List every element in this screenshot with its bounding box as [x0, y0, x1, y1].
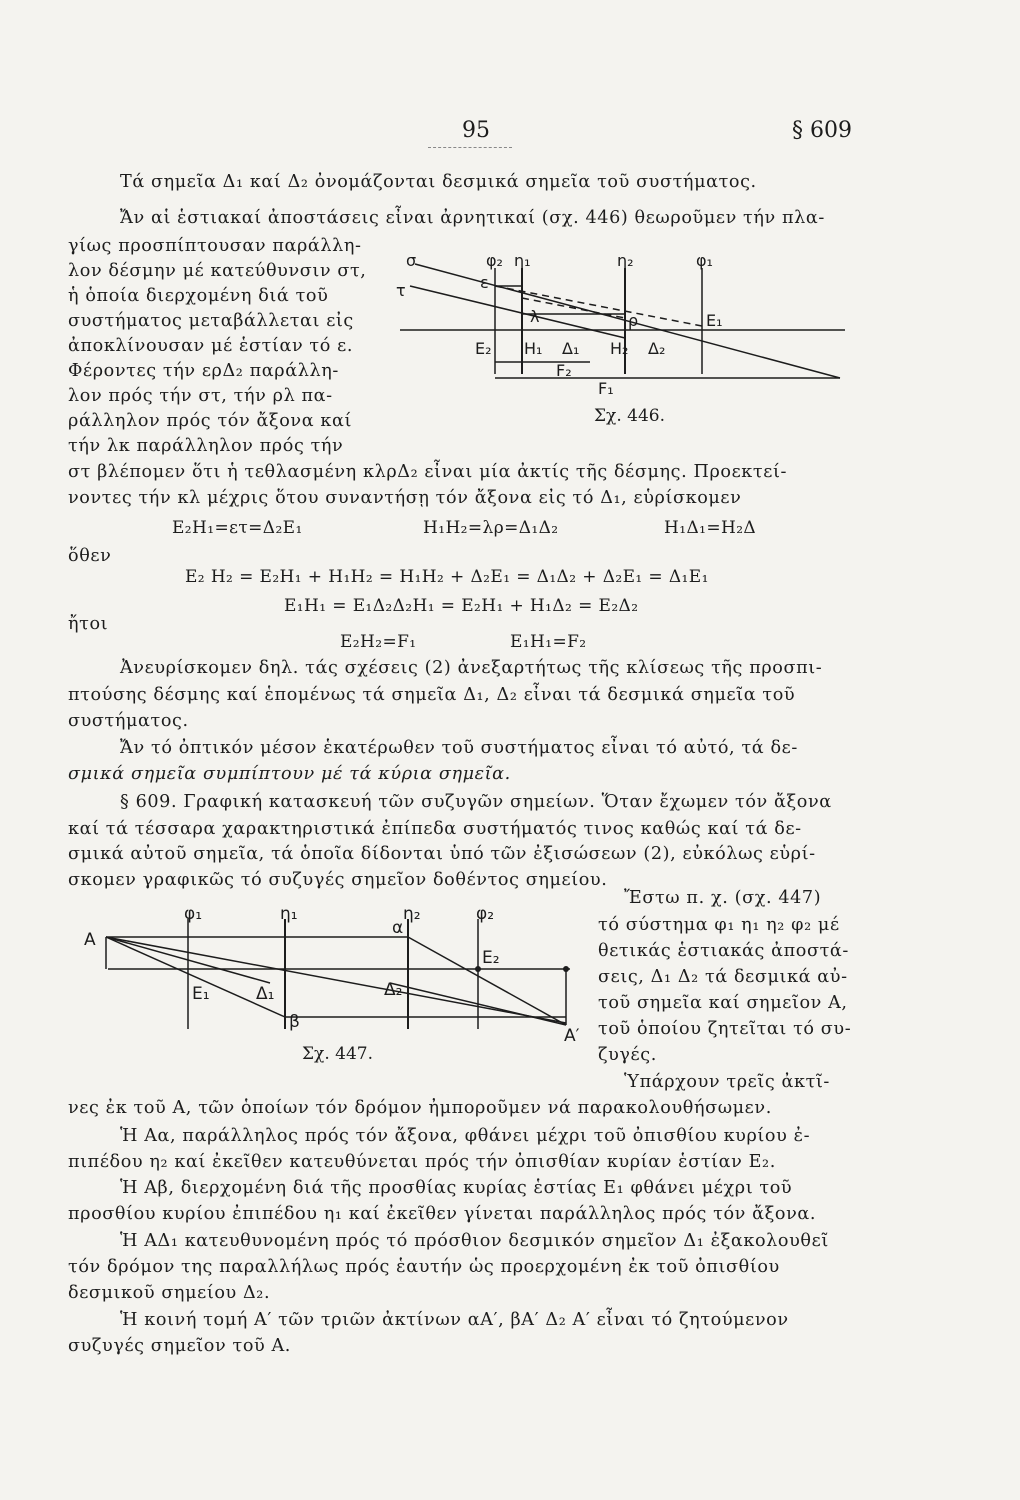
label-e2: E₂ — [482, 948, 500, 968]
label-epsilon: ε — [480, 273, 489, 292]
label-f1: F₁ — [598, 379, 614, 398]
label-phi2: φ₂ — [476, 905, 495, 924]
focal-point-e2 — [475, 966, 481, 972]
text-line: συστήματος μεταβάλλεται εἰς — [68, 311, 354, 331]
label-tau: τ — [396, 281, 406, 300]
equation: H₁H₂=λρ=Δ₁Δ₂ — [423, 518, 559, 538]
point-a-prime — [563, 966, 569, 972]
text-line: σμικά αὐτοῦ σημεῖα, τά ὁποῖα δίδονται ὑπό τῶν ἐξισώσεων (2), εὐκόλως εὑρί- — [68, 844, 816, 864]
text-line: πτούσης δέσμης καί ἑπομένως τά σημεῖα Δ₁, Δ₂ εἶναι τά δεσμικά σημεῖα τοῦ — [68, 685, 796, 705]
text-line: συζυγές σημεῖον τοῦ Α. — [68, 1336, 292, 1356]
text-line: σμικά σημεῖα συμπίπτουν μέ τά κύρια σημεῖα. — [68, 764, 511, 784]
text-line: Ἄν τό ὀπτικόν μέσον ἑκατέρωθεν τοῦ συστήματος εἶναι τό αὐτό, τά δε- — [120, 738, 798, 758]
label-f2: F₂ — [556, 361, 572, 380]
label-eta2: η₂ — [403, 905, 421, 924]
text-line: Ἡ Αα, παράλληλος πρός τόν ἄξονα, φθάνει μέχρι τοῦ ὀπισθίου κυρίου ἐ- — [120, 1126, 811, 1146]
figure-447 — [80, 905, 600, 1045]
text-line: τό σύστημα φ₁ η₁ η₂ φ₂ μέ — [598, 915, 840, 935]
equation: E₂H₁=ετ=Δ₂E₁ — [172, 518, 303, 538]
label-delta2: Δ₂ — [384, 980, 403, 1000]
label-delta1: Δ₁ — [562, 339, 580, 358]
label-lambda: λ — [530, 307, 540, 326]
section-609-heading-line: § 609. Γραφική κατασκευή τῶν συζυγῶν σημείων. Ὅταν ἔχωμεν τόν ἄξονα — [120, 792, 832, 812]
text-line: ὅθεν — [68, 546, 112, 566]
text-line: ζυγές. — [598, 1045, 657, 1065]
text-line: ἤτοι — [68, 614, 109, 634]
label-delta2: Δ₂ — [648, 339, 666, 358]
figure-447-caption: Σχ. 447. — [302, 1044, 373, 1064]
text-line: τοῦ ὁποίου ζητεῖται τό συ- — [598, 1019, 852, 1039]
text-line: δεσμικοῦ σημείου Δ₂. — [68, 1283, 271, 1303]
text-line: Ὑπάρχουν τρεῖς ἀκτῖ- — [624, 1072, 830, 1092]
label-h1: H₁ — [524, 339, 543, 358]
text-line: Φέροντες τήν ερΔ₂ παράλλη- — [68, 361, 339, 381]
text-line: γίως προσπίπτουσαν παράλλη- — [68, 236, 362, 256]
text-line: Ἀνευρίσκομεν δηλ. τάς σχέσεις (2) ἀνεξαρτήτως τῆς κλίσεως τῆς προσπι- — [120, 658, 823, 678]
equation: E₁H₁ = E₁Δ₂Δ₂H₁ = E₂H₁ + H₁Δ₂ = E₂Δ₂ — [284, 596, 639, 616]
text-line: λον πρός τήν στ, τήν ρλ πα- — [68, 386, 333, 406]
text-line: Ἔστω π. χ. (σχ. 447) — [624, 888, 822, 908]
text-line: Ἡ κοινή τομή Α′ τῶν τριῶν ἀκτίνων αΑ′, βΑ′ Δ₂ Α′ εἶναι τό ζητούμενον — [120, 1310, 789, 1330]
equation: E₁H₁=F₂ — [510, 632, 587, 652]
ray-focus — [106, 937, 285, 1017]
label-alpha: α — [392, 918, 404, 938]
text-line: Τά σημεῖα Δ₁ καί Δ₂ ὀνομάζονται δεσμικά σημεῖα τοῦ συστήματος. — [120, 172, 757, 192]
equation: E₂H₂=F₁ — [340, 632, 417, 652]
text-line: συστήματος. — [68, 711, 189, 731]
label-delta1: Δ₁ — [256, 984, 275, 1004]
equation: E₂ H₂ = E₂H₁ + H₁H₂ = H₁H₂ + Δ₂E₁ = Δ₁Δ₂ + Δ₂E₁ = Δ₁E₁ — [185, 567, 709, 587]
text-line: ἀποκλίνουσαν μέ ἑστίαν τό ε. — [68, 336, 354, 356]
text-line: νες ἐκ τοῦ Α, τῶν ὁποίων τόν δρόμον ἠμποροῦμεν νά παρακολουθήσωμεν. — [68, 1098, 772, 1118]
text-line: θετικάς ἑστιακάς ἀποστά- — [598, 941, 849, 961]
label-rho: ρ — [628, 311, 639, 330]
label-eta1: η₁ — [514, 251, 531, 270]
figure-446-caption: Σχ. 446. — [594, 406, 665, 426]
text-line: ράλληλον πρός τόν ἄξονα καί — [68, 411, 352, 431]
text-line: Ἡ ΑΔ₁ κατευθυνομένη πρός τό πρόσθιον δεσμικόν σημεῖον Δ₁ ἐξακολουθεῖ — [120, 1231, 829, 1251]
text-line: τοῦ σημεῖα καί σημεῖον Α, — [598, 993, 848, 1013]
header-rule — [428, 147, 512, 148]
ray-dashed — [495, 286, 702, 326]
text-line: σεις, Δ₁ Δ₂ τά δεσμικά αὐ- — [598, 967, 848, 987]
label-phi1: φ₁ — [184, 905, 203, 924]
text-line: τόν δρόμον της παραλλήλως πρός ἑαυτήν ὡς προερχομένη ἐκ τοῦ ὀπισθίου — [68, 1257, 780, 1277]
equation: H₁Δ₁=H₂Δ — [664, 518, 757, 538]
label-sigma: σ — [406, 251, 417, 270]
label-a: A — [84, 930, 96, 950]
text-line: Ἡ Αβ, διερχομένη διά τῆς προσθίας κυρίας ἑστίας Ε₁ φθάνει μέχρι τοῦ — [120, 1178, 793, 1198]
text-line: καί τά τέσσαρα χαρακτηριστικά ἐπίπεδα συστήματός τινος καθώς καί τά δε- — [68, 819, 802, 839]
section-number: § 609 — [792, 118, 852, 143]
text-line: προσθίου κυρίου ἐπιπέδου η₁ καί ἐκεῖθεν γίνεται παράλληλος πρός τόν ἄξονα. — [68, 1204, 817, 1224]
label-e1: E₁ — [192, 984, 210, 1004]
text-line: Ἄν αἱ ἑστιακαί ἀποστάσεις εἶναι ἀρνητικαί (σχ. 446) θεωροῦμεν τήν πλα- — [120, 208, 825, 228]
text-line: πιπέδου η₂ καί ἐκεῖθεν κατευθύνεται πρός τήν ὀπισθίαν κυρίαν ἑστίαν Ε₂. — [68, 1152, 776, 1172]
text-line: ἡ ὁποία διερχομένη διά τοῦ — [68, 286, 329, 306]
label-eta1: η₁ — [280, 905, 298, 924]
label-h2: H₂ — [610, 339, 629, 358]
text-line: λον δέσμην μέ κατεύθυνσιν στ, — [68, 261, 367, 281]
page-number: 95 — [462, 118, 490, 143]
label-phi1: φ₁ — [696, 251, 713, 270]
label-beta: β — [289, 1012, 300, 1032]
label-e1: E₁ — [706, 311, 723, 330]
label-e2: E₂ — [475, 339, 492, 358]
text-line: σκομεν γραφικῶς τό συζυγές σημεῖον δοθέντος σημείου. — [68, 870, 608, 890]
text-line: στ βλέπομεν ὅτι ἡ τεθλασμένη κλρΔ₂ εἶναι μία ἀκτίς τῆς δέσμης. Προεκτεί- — [68, 462, 787, 482]
label-eta2: η₂ — [617, 251, 634, 270]
label-phi2: φ₂ — [486, 251, 503, 270]
text-line: τήν λκ παράλληλον πρός τήν — [68, 436, 344, 456]
text-line: νοντες τήν κλ μέχρις ὅτου συναντήσῃ τόν ἄξονα εἰς τό Δ₁, εὑρίσκομεν — [68, 488, 742, 508]
label-a-prime: A′ — [564, 1026, 580, 1045]
